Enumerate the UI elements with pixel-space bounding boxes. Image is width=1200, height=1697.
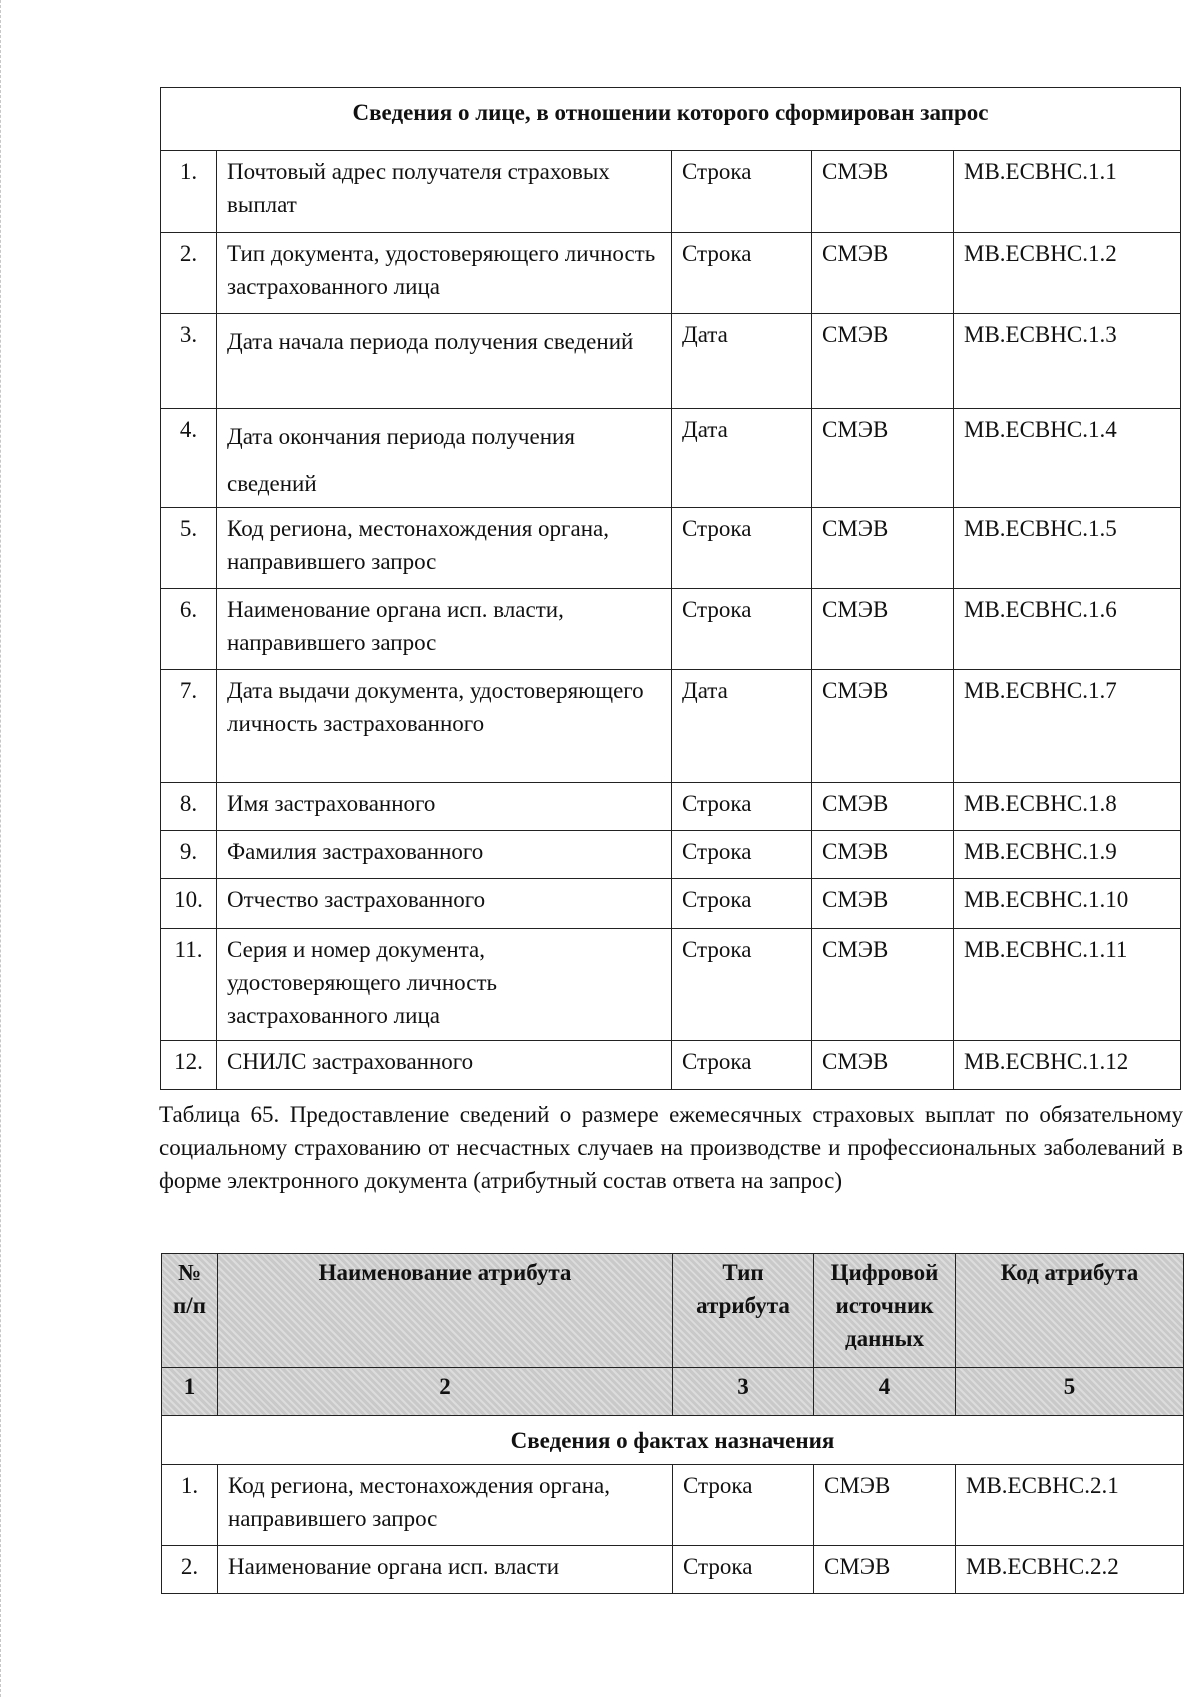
row-number: 9. [161, 831, 217, 879]
attribute-name: Код региона, местонахождения органа, направившего запрос [218, 1465, 673, 1546]
attribute-type: Строка [673, 1465, 814, 1546]
attribute-name: Почтовый адрес получателя страховых выплат [217, 151, 672, 233]
table-row [161, 831, 1181, 879]
data-source: СМЭВ [812, 1041, 954, 1090]
table-row [161, 508, 1181, 589]
header-number: № п/п [162, 1254, 218, 1368]
table-row [161, 1041, 1181, 1090]
data-source: СМЭВ [812, 589, 954, 670]
column-number-row [162, 1368, 1184, 1416]
row-number: 8. [161, 783, 217, 831]
table-row [162, 1546, 1184, 1594]
attribute-name: Отчество застрахованного [217, 879, 672, 929]
attribute-code: MB.ECBHC.1.8 [954, 783, 1181, 831]
header-row [162, 1254, 1184, 1368]
data-source: СМЭВ [812, 879, 954, 929]
data-source: СМЭВ [812, 783, 954, 831]
row-number: 3. [161, 314, 217, 409]
attribute-name: Код региона, местонахождения органа, направившего запрос [217, 508, 672, 589]
table-row [161, 314, 1181, 409]
attribute-name: Дата выдачи документа, удостоверяющего личность застрахованного [217, 670, 672, 783]
table-row [161, 929, 1181, 1041]
attribute-type: Строка [672, 508, 812, 589]
table-row [161, 670, 1181, 783]
attribute-code: MB.ECBHC.1.11 [954, 929, 1181, 1041]
table-row [162, 1465, 1184, 1546]
attribute-code: MB.ECBHC.1.3 [954, 314, 1181, 409]
attribute-name: Серия и номер документа, удостоверяющего личность застрахованного лица [217, 929, 672, 1041]
column-number: 5 [956, 1368, 1184, 1416]
attribute-name: Фамилия застрахованного [217, 831, 672, 879]
attribute-type: Строка [672, 783, 812, 831]
data-source: СМЭВ [812, 409, 954, 508]
row-number: 10. [161, 879, 217, 929]
row-number: 12. [161, 1041, 217, 1090]
table-row [161, 589, 1181, 670]
attribute-type: Строка [672, 831, 812, 879]
row-number: 6. [161, 589, 217, 670]
header-attribute-code: Код атрибута [956, 1254, 1184, 1368]
attribute-code: MB.ECBHC.1.1 [954, 151, 1181, 233]
column-number: 4 [814, 1368, 956, 1416]
row-number: 11. [161, 929, 217, 1041]
row-number: 2. [161, 233, 217, 314]
attribute-code: MB.ECBHC.1.7 [954, 670, 1181, 783]
attribute-code: MB.ECBHC.1.12 [954, 1041, 1181, 1090]
table-row [161, 409, 1181, 508]
header-data-source: Цифровой источник данных [814, 1254, 956, 1368]
section-title: Сведения о лице, в отношении которого сформирован запрос [161, 88, 1181, 151]
attribute-type: Дата [672, 314, 812, 409]
row-number: 4. [161, 409, 217, 508]
attribute-type: Строка [672, 151, 812, 233]
row-number: 2. [162, 1546, 218, 1594]
attribute-type: Дата [672, 409, 812, 508]
data-source: СМЭВ [812, 151, 954, 233]
data-source: СМЭВ [812, 929, 954, 1041]
attribute-type: Строка [672, 929, 812, 1041]
column-number: 3 [673, 1368, 814, 1416]
data-source: СМЭВ [812, 831, 954, 879]
table-row [161, 783, 1181, 831]
attribute-code: MB.ECBHC.1.2 [954, 233, 1181, 314]
data-source: СМЭВ [812, 670, 954, 783]
response-attributes-table [161, 1253, 1184, 1594]
attribute-name: Тип документа, удостоверяющего личность застрахованного лица [217, 233, 672, 314]
table-row [161, 151, 1181, 233]
section-title: Сведения о фактах назначения [162, 1416, 1184, 1465]
attribute-code: MB.ECBHC.1.10 [954, 879, 1181, 929]
attribute-code: MB.ECBHC.1.5 [954, 508, 1181, 589]
row-number: 5. [161, 508, 217, 589]
attribute-type: Строка [672, 1041, 812, 1090]
attribute-name: Наименование органа исп. власти [218, 1546, 673, 1594]
attribute-code: MB.ECBHC.1.6 [954, 589, 1181, 670]
row-number: 1. [161, 151, 217, 233]
header-attribute-type: Тип атрибута [673, 1254, 814, 1368]
section-row [162, 1416, 1184, 1465]
attribute-code: MB.ECBHC.2.2 [956, 1546, 1184, 1594]
attribute-name: Дата начала периода получения сведений [217, 314, 672, 409]
attribute-type: Строка [672, 233, 812, 314]
attribute-code: MB.ECBHC.1.9 [954, 831, 1181, 879]
data-source: СМЭВ [812, 508, 954, 589]
section-row [161, 88, 1181, 151]
attribute-name: Имя застрахованного [217, 783, 672, 831]
data-source: СМЭВ [812, 233, 954, 314]
attribute-name: СНИЛС застрахованного [217, 1041, 672, 1090]
table-row [161, 879, 1181, 929]
attribute-type: Строка [673, 1546, 814, 1594]
data-source: СМЭВ [814, 1465, 956, 1546]
data-source: СМЭВ [812, 314, 954, 409]
scan-edge [0, 0, 5, 1697]
table-row [161, 233, 1181, 314]
attribute-name: Дата окончания периода получения сведений [217, 409, 672, 508]
row-number: 7. [161, 670, 217, 783]
request-attributes-table [160, 87, 1181, 1090]
data-source: СМЭВ [814, 1546, 956, 1594]
attribute-type: Строка [672, 879, 812, 929]
table-caption: Таблица 65. Предоставление сведений о размере ежемесячных страховых выплат по обязательному социальному страхованию от несчастных случаев на производстве и профессиональных заболеваний в форме электронного документа (атрибутный состав ответа на запрос) [159, 1102, 1183, 1193]
attribute-type: Строка [672, 589, 812, 670]
column-number: 2 [218, 1368, 673, 1416]
row-number: 1. [162, 1465, 218, 1546]
attribute-code: MB.ECBHC.2.1 [956, 1465, 1184, 1546]
attribute-code: MB.ECBHC.1.4 [954, 409, 1181, 508]
attribute-name: Наименование органа исп. власти, направившего запрос [217, 589, 672, 670]
header-attribute-name: Наименование атрибута [218, 1254, 673, 1368]
attribute-type: Дата [672, 670, 812, 783]
column-number: 1 [162, 1368, 218, 1416]
